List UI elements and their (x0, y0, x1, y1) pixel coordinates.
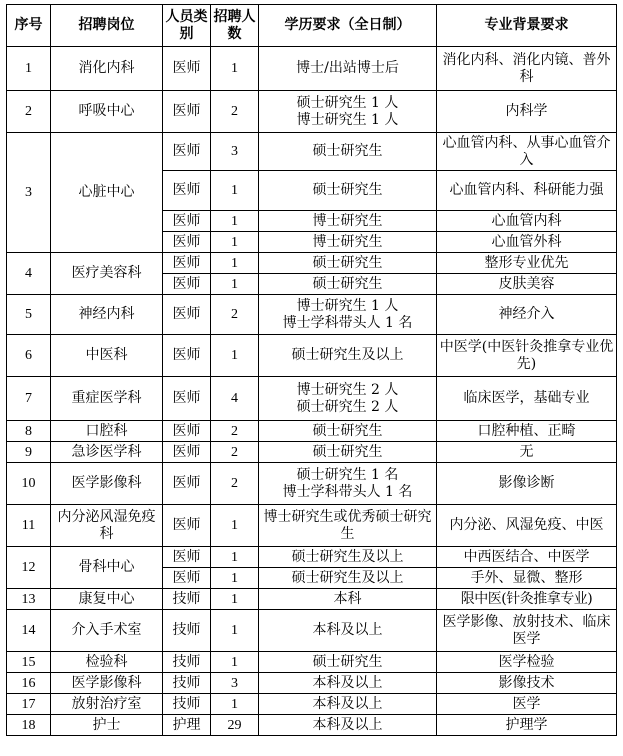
cell-education: 本科及以上 (259, 715, 437, 736)
cell-category: 医师 (163, 547, 211, 568)
cell-category: 医师 (163, 274, 211, 295)
cell-category: 医师 (163, 442, 211, 463)
cell-no: 14 (7, 610, 51, 652)
cell-major: 皮肤美容 (437, 274, 617, 295)
cell-category: 技师 (163, 610, 211, 652)
cell-major: 心血管内科 (437, 211, 617, 232)
cell-major: 神经介入 (437, 295, 617, 335)
cell-category: 医师 (163, 47, 211, 91)
header-major: 专业背景要求 (437, 5, 617, 47)
table-row (7, 673, 617, 694)
cell-post: 中医科 (51, 335, 163, 377)
cell-category: 医师 (163, 295, 211, 335)
cell-category: 医师 (163, 91, 211, 133)
cell-category: 医师 (163, 171, 211, 211)
cell-post: 重症医学科 (51, 377, 163, 421)
table-row (7, 505, 617, 547)
cell-major: 口腔种植、正畸 (437, 421, 617, 442)
cell-education: 本科及以上 (259, 673, 437, 694)
cell-education: 博士研究生 1 人 博士学科带头人 1 名 (259, 295, 437, 335)
cell-no: 1 (7, 47, 51, 91)
cell-education: 硕士研究生 (259, 171, 437, 211)
cell-count: 1 (211, 253, 259, 274)
cell-count: 29 (211, 715, 259, 736)
cell-category: 医师 (163, 133, 211, 171)
cell-major: 内科学 (437, 91, 617, 133)
cell-count: 1 (211, 211, 259, 232)
cell-post: 康复中心 (51, 589, 163, 610)
cell-education: 硕士研究生 1 名 博士学科带头人 1 名 (259, 463, 437, 505)
cell-no: 3 (7, 133, 51, 253)
cell-major: 医学影像、放射技术、临床医学 (437, 610, 617, 652)
cell-count: 2 (211, 442, 259, 463)
cell-category: 技师 (163, 652, 211, 673)
cell-major: 限中医(针灸推拿专业) (437, 589, 617, 610)
cell-education: 硕士研究生 (259, 274, 437, 295)
cell-category: 医师 (163, 335, 211, 377)
cell-major: 消化内科、消化内镜、普外科 (437, 47, 617, 91)
cell-no: 16 (7, 673, 51, 694)
header-post: 招聘岗位 (51, 5, 163, 47)
table-row (7, 547, 617, 568)
cell-count: 1 (211, 652, 259, 673)
cell-no: 2 (7, 91, 51, 133)
cell-no: 9 (7, 442, 51, 463)
cell-post: 呼吸中心 (51, 91, 163, 133)
cell-post: 心脏中心 (51, 133, 163, 253)
cell-education: 硕士研究生 (259, 442, 437, 463)
cell-category: 医师 (163, 463, 211, 505)
cell-post: 介入手术室 (51, 610, 163, 652)
table-row (7, 91, 617, 133)
cell-count: 1 (211, 335, 259, 377)
cell-count: 1 (211, 505, 259, 547)
cell-major: 心血管外科 (437, 232, 617, 253)
cell-post: 内分泌风湿免疫科 (51, 505, 163, 547)
cell-post: 医疗美容科 (51, 253, 163, 295)
cell-no: 4 (7, 253, 51, 295)
cell-post: 放射治疗室 (51, 694, 163, 715)
cell-count: 3 (211, 673, 259, 694)
cell-no: 11 (7, 505, 51, 547)
cell-education: 博士研究生或优秀硕士研究生 (259, 505, 437, 547)
cell-major: 护理学 (437, 715, 617, 736)
header-no: 序号 (7, 5, 51, 47)
cell-major: 内分泌、风湿免疫、中医 (437, 505, 617, 547)
cell-category: 技师 (163, 589, 211, 610)
cell-major: 医学检验 (437, 652, 617, 673)
cell-major: 整形专业优先 (437, 253, 617, 274)
cell-education: 硕士研究生及以上 (259, 568, 437, 589)
cell-major: 临床医学，基础专业 (437, 377, 617, 421)
table-row (7, 652, 617, 673)
cell-education: 硕士研究生及以上 (259, 547, 437, 568)
cell-education: 硕士研究生 (259, 421, 437, 442)
cell-post: 检验科 (51, 652, 163, 673)
cell-education: 本科及以上 (259, 610, 437, 652)
cell-post: 神经内科 (51, 295, 163, 335)
cell-category: 医师 (163, 505, 211, 547)
cell-education: 博士研究生 (259, 232, 437, 253)
cell-count: 1 (211, 547, 259, 568)
cell-no: 6 (7, 335, 51, 377)
cell-major: 手外、显微、整形 (437, 568, 617, 589)
cell-post: 护士 (51, 715, 163, 736)
table-row (7, 463, 617, 505)
cell-count: 1 (211, 171, 259, 211)
cell-education: 本科及以上 (259, 694, 437, 715)
cell-count: 3 (211, 133, 259, 171)
table-row (7, 377, 617, 421)
cell-post: 医学影像科 (51, 673, 163, 694)
cell-count: 1 (211, 47, 259, 91)
cell-category: 医师 (163, 232, 211, 253)
cell-count: 1 (211, 568, 259, 589)
cell-major: 影像技术 (437, 673, 617, 694)
cell-major: 无 (437, 442, 617, 463)
header-row (7, 5, 617, 47)
cell-count: 1 (211, 232, 259, 253)
cell-major: 医学 (437, 694, 617, 715)
cell-no: 12 (7, 547, 51, 589)
cell-education: 博士研究生 (259, 211, 437, 232)
cell-count: 2 (211, 91, 259, 133)
cell-no: 10 (7, 463, 51, 505)
cell-count: 1 (211, 694, 259, 715)
recruitment-table (6, 4, 617, 736)
cell-count: 1 (211, 274, 259, 295)
table-row (7, 610, 617, 652)
table-row (7, 421, 617, 442)
cell-no: 17 (7, 694, 51, 715)
table-row (7, 133, 617, 171)
cell-education: 硕士研究生 1 人 博士研究生 1 人 (259, 91, 437, 133)
table-row (7, 335, 617, 377)
cell-count: 2 (211, 421, 259, 442)
cell-major: 心血管内科、从事心血管介入 (437, 133, 617, 171)
cell-post: 口腔科 (51, 421, 163, 442)
cell-category: 医师 (163, 568, 211, 589)
cell-education: 硕士研究生 (259, 652, 437, 673)
cell-major: 中医学(中医针灸推拿专业优先) (437, 335, 617, 377)
cell-education: 本科 (259, 589, 437, 610)
cell-category: 护理 (163, 715, 211, 736)
cell-count: 1 (211, 589, 259, 610)
cell-category: 医师 (163, 253, 211, 274)
cell-category: 医师 (163, 421, 211, 442)
cell-count: 1 (211, 610, 259, 652)
cell-category: 医师 (163, 211, 211, 232)
cell-category: 技师 (163, 694, 211, 715)
cell-no: 8 (7, 421, 51, 442)
cell-no: 18 (7, 715, 51, 736)
header-education: 学历要求（全日制） (259, 5, 437, 47)
cell-education: 博士/出站博士后 (259, 47, 437, 91)
table-row (7, 47, 617, 91)
cell-post: 医学影像科 (51, 463, 163, 505)
cell-no: 5 (7, 295, 51, 335)
cell-education: 博士研究生 2 人 硕士研究生 2 人 (259, 377, 437, 421)
cell-category: 技师 (163, 673, 211, 694)
cell-education: 硕士研究生 (259, 133, 437, 171)
cell-count: 2 (211, 295, 259, 335)
table-row (7, 253, 617, 274)
cell-no: 7 (7, 377, 51, 421)
cell-post: 急诊医学科 (51, 442, 163, 463)
cell-major: 心血管内科、科研能力强 (437, 171, 617, 211)
cell-post: 消化内科 (51, 47, 163, 91)
cell-education: 硕士研究生 (259, 253, 437, 274)
cell-major: 中西医结合、中医学 (437, 547, 617, 568)
table-row (7, 715, 617, 736)
cell-post: 骨科中心 (51, 547, 163, 589)
table-row (7, 295, 617, 335)
header-category: 人员类别 (163, 5, 211, 47)
header-count: 招聘人数 (211, 5, 259, 47)
table-row (7, 694, 617, 715)
cell-category: 医师 (163, 377, 211, 421)
recruitment-table-container (6, 4, 617, 736)
cell-no: 15 (7, 652, 51, 673)
table-row (7, 442, 617, 463)
cell-count: 2 (211, 463, 259, 505)
cell-major: 影像诊断 (437, 463, 617, 505)
cell-no: 13 (7, 589, 51, 610)
cell-education: 硕士研究生及以上 (259, 335, 437, 377)
table-row (7, 589, 617, 610)
cell-count: 4 (211, 377, 259, 421)
